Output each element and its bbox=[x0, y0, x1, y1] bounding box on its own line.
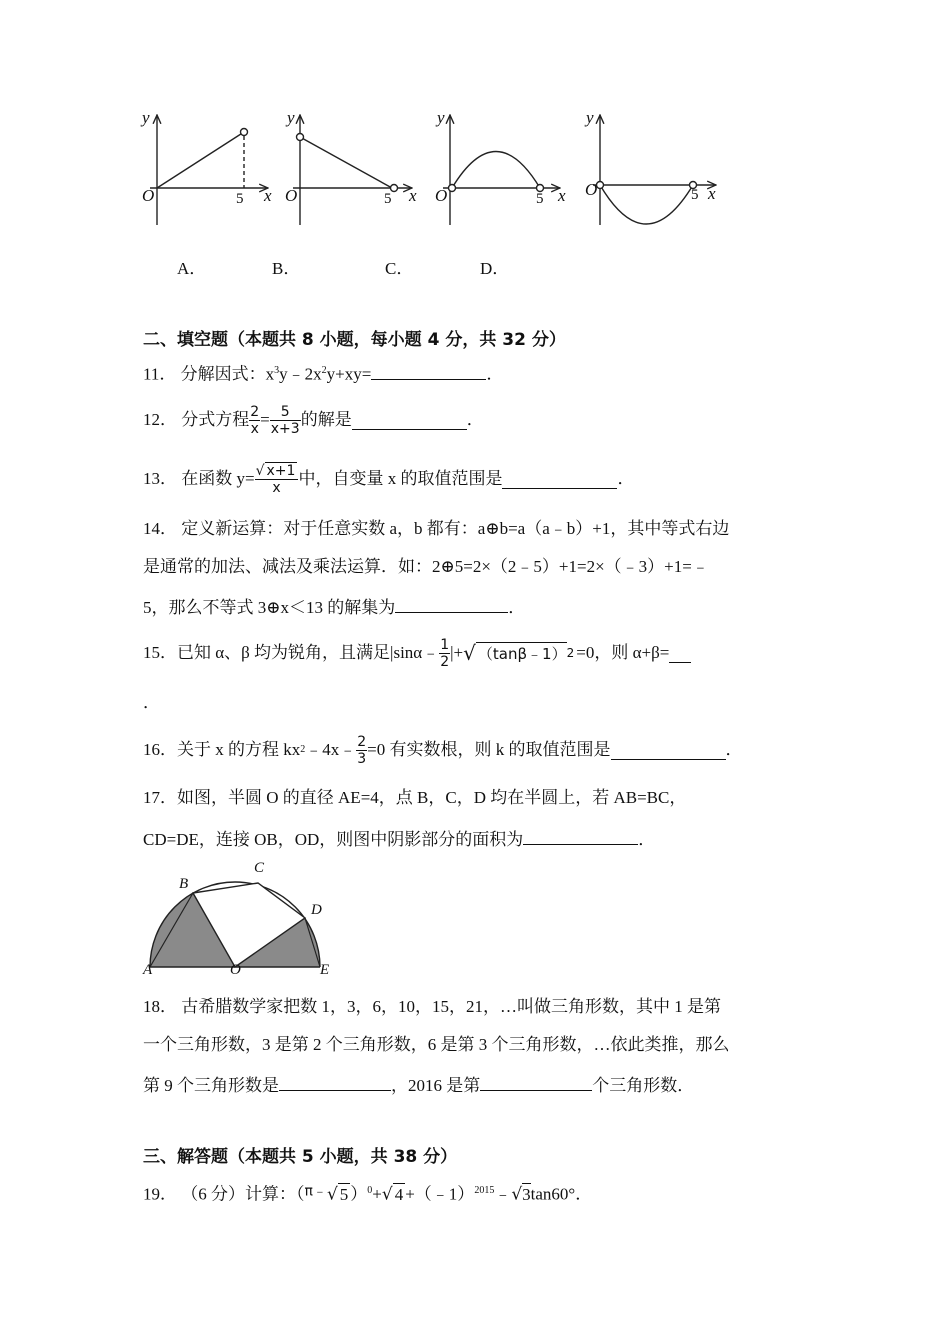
q11-answer-blank[interactable] bbox=[371, 361, 486, 380]
question-16 bbox=[143, 726, 743, 774]
q19-radicand-1: 5 bbox=[339, 1184, 349, 1204]
question-18-line-3 bbox=[143, 1072, 694, 1097]
option-b-label: B． bbox=[272, 259, 301, 278]
option-c-label: C． bbox=[385, 259, 414, 278]
q12-suffix: 的解是 bbox=[300, 410, 352, 429]
graph-a-y-label: y bbox=[142, 108, 150, 127]
q12-frac1-den: x bbox=[250, 420, 259, 437]
graph-d bbox=[593, 115, 716, 225]
q13-denominator: x bbox=[272, 480, 281, 496]
q12-equals: = bbox=[260, 410, 270, 429]
q16-answer-blank[interactable] bbox=[611, 741, 726, 760]
graph-b-y-label: y bbox=[287, 108, 295, 127]
graph-d-y-label: y bbox=[586, 108, 594, 127]
q17-label-c: C bbox=[254, 860, 265, 876]
option-d-label: D． bbox=[480, 259, 510, 278]
q16-prefix: 16．关于 x 的方程 kx bbox=[143, 740, 301, 759]
q15-suffix: =0，则 α+β= bbox=[576, 643, 670, 662]
q19-sqrt2-sign: √ bbox=[381, 1184, 393, 1205]
q17-end: ． bbox=[638, 830, 656, 849]
graph-b-origin-label: O bbox=[285, 186, 298, 205]
q16-mid: ﹣4x﹣ bbox=[305, 740, 357, 759]
question-14-line-3 bbox=[143, 594, 525, 619]
q15-line-2: ． bbox=[143, 693, 160, 712]
graph-a-origin-label: O bbox=[142, 186, 155, 205]
q19-sqrt1-sign: √ bbox=[326, 1184, 338, 1205]
q19-suffix: tan60°． bbox=[530, 1184, 593, 1204]
q16-exponent: 2 bbox=[300, 744, 306, 755]
question-18-line-1: 18． 古希腊数学家把数 1，3，6，10，15，21，…叫做三角形数，其中 1 是第 bbox=[143, 997, 721, 1016]
graph-d-origin-label: O bbox=[585, 180, 598, 199]
q13-fraction bbox=[255, 462, 299, 496]
q15-mid: |+ bbox=[450, 643, 464, 662]
graph-c-origin-label: O bbox=[435, 186, 448, 205]
q18-answer-blank-1[interactable] bbox=[279, 1072, 391, 1091]
q19-pi: π﹣ bbox=[304, 1183, 327, 1200]
section-2-title: 二、填空题（本题共 8 小题，每小题 4 分，共 32 分） bbox=[143, 330, 566, 350]
question-13 bbox=[143, 455, 634, 503]
q16-frac-num: 2 bbox=[357, 733, 367, 750]
q18-line3-a: 第 9 个三角形数是 bbox=[143, 1076, 279, 1095]
graph-b bbox=[293, 115, 412, 225]
q19-plus: + bbox=[372, 1184, 382, 1204]
q13-prefix: 13． 在函数 y= bbox=[143, 469, 255, 488]
q17-answer-blank[interactable] bbox=[523, 826, 638, 845]
q19-minus: ﹣ bbox=[494, 1184, 512, 1204]
q15-exponent: 2 bbox=[566, 646, 575, 660]
q19-radicand-3: 3 bbox=[522, 1184, 531, 1204]
q13-suffix: 中，自变量 x 的取值范围是 bbox=[298, 469, 503, 488]
q17-label-a: A bbox=[143, 962, 153, 978]
q18-line3-b: ，2016 是第 bbox=[391, 1076, 481, 1095]
question-19 bbox=[143, 1180, 592, 1206]
graph-c-tick-label: 5 bbox=[536, 191, 544, 207]
graph-a-x-label: x bbox=[264, 186, 272, 205]
question-17-line-2 bbox=[143, 826, 655, 851]
q11-mid1: y﹣2x bbox=[279, 364, 322, 384]
q12-frac2-den: x+3 bbox=[270, 420, 300, 437]
q19-sqrt3-sign: √ bbox=[511, 1184, 523, 1205]
question-17-line-1: 17．如图，半圆 O 的直径 AE=4，点 B，C，D 均在半圆上，若 AB=BC， bbox=[143, 788, 687, 807]
graph-c-x-label: x bbox=[558, 186, 566, 205]
q19-mid: +（﹣1） bbox=[405, 1184, 475, 1204]
graph-a-tick-label: 5 bbox=[236, 191, 244, 207]
q17-label-b: B bbox=[179, 876, 189, 892]
q12-fraction-right bbox=[270, 404, 301, 437]
q12-frac1-num: 2 bbox=[250, 403, 260, 420]
q15-frac-num: 1 bbox=[440, 636, 450, 653]
q12-fraction-left bbox=[249, 404, 260, 437]
q13-end: ． bbox=[617, 469, 635, 488]
q15-answer-blank[interactable] bbox=[669, 644, 691, 663]
q19-exp-0: 0 bbox=[367, 1185, 373, 1196]
graph-c-y-label: y bbox=[437, 108, 445, 127]
q15-frac-den: 2 bbox=[440, 653, 450, 670]
q15-radicand: （tanβ﹣1） bbox=[476, 642, 567, 665]
q17-label-d: D bbox=[311, 902, 322, 918]
question-11 bbox=[143, 360, 503, 386]
q11-end: ． bbox=[486, 364, 504, 384]
q12-answer-blank[interactable] bbox=[352, 411, 467, 430]
q19-paren: ） bbox=[350, 1184, 368, 1204]
q13-numerator: √ x+1 bbox=[255, 462, 299, 480]
q11-exp2: 2 bbox=[321, 365, 327, 376]
graph-c bbox=[443, 115, 560, 225]
q15-sqrt-sign: √ bbox=[463, 641, 476, 665]
option-graphs bbox=[130, 105, 730, 235]
q12-end: ． bbox=[466, 410, 484, 429]
q15-prefix: 15．已知 α、β 均为锐角，且满足|sinα﹣ bbox=[143, 643, 440, 662]
q18-line3-c: 个三角形数． bbox=[592, 1076, 695, 1095]
q11-prefix: 11． 分解因式：x bbox=[143, 364, 275, 384]
q19-prefix: 19． （6 分）计算：（ bbox=[143, 1184, 305, 1204]
q14-answer-blank[interactable] bbox=[395, 594, 508, 613]
option-a-label: A． bbox=[177, 259, 207, 278]
q14-end: ． bbox=[508, 598, 526, 617]
q13-answer-blank[interactable] bbox=[502, 470, 617, 489]
question-14-line-1: 14． 定义新运算：对于任意实数 a，b 都有：a⊕b=a（a﹣b）+1，其中等式右边 bbox=[143, 519, 730, 538]
q15-fraction bbox=[439, 637, 450, 670]
q11-exp1: 3 bbox=[274, 365, 280, 376]
q16-suffix: =0 有实数根，则 k 的取值范围是 bbox=[367, 740, 611, 759]
q19-radicand-2: 4 bbox=[394, 1184, 404, 1204]
q16-fraction bbox=[356, 734, 367, 767]
q16-end: ． bbox=[725, 740, 743, 759]
question-18-line-2: 一个三角形数，3 是第 2 个三角形数，6 是第 3 个三角形数，…依此类推，那么 bbox=[143, 1035, 730, 1054]
q16-frac-den: 3 bbox=[357, 750, 367, 767]
graph-d-tick-label: 5 bbox=[691, 187, 699, 203]
q12-frac2-num: 5 bbox=[270, 404, 301, 421]
q13-radicand: x+1 bbox=[266, 463, 296, 479]
q19-exp-2015: 2015 bbox=[474, 1185, 495, 1196]
q17-label-e: E bbox=[320, 962, 330, 978]
graph-b-x-label: x bbox=[409, 186, 417, 205]
question-12 bbox=[143, 398, 484, 442]
question-15 bbox=[143, 630, 691, 676]
question-14-line-2: 是通常的加法、减法及乘法运算．如：2⊕5=2×（2﹣5）+1=2×（﹣3）+1=﹣ bbox=[143, 557, 709, 576]
q17-label-o: O bbox=[230, 962, 241, 978]
graph-b-tick-label: 5 bbox=[384, 191, 392, 207]
q17-line2-text: CD=DE，连接 OB，OD，则图中阴影部分的面积为 bbox=[143, 830, 524, 849]
q14-line3-text: 5，那么不等式 3⊕x＜13 的解集为 bbox=[143, 598, 396, 617]
graph-a bbox=[150, 115, 268, 225]
q18-answer-blank-2[interactable] bbox=[480, 1072, 592, 1091]
section-3-title: 三、解答题（本题共 5 小题，共 38 分） bbox=[143, 1147, 458, 1167]
q12-prefix: 12． 分式方程 bbox=[143, 410, 250, 429]
q11-mid2: y+xy= bbox=[326, 364, 372, 384]
graph-d-x-label: x bbox=[708, 184, 716, 203]
